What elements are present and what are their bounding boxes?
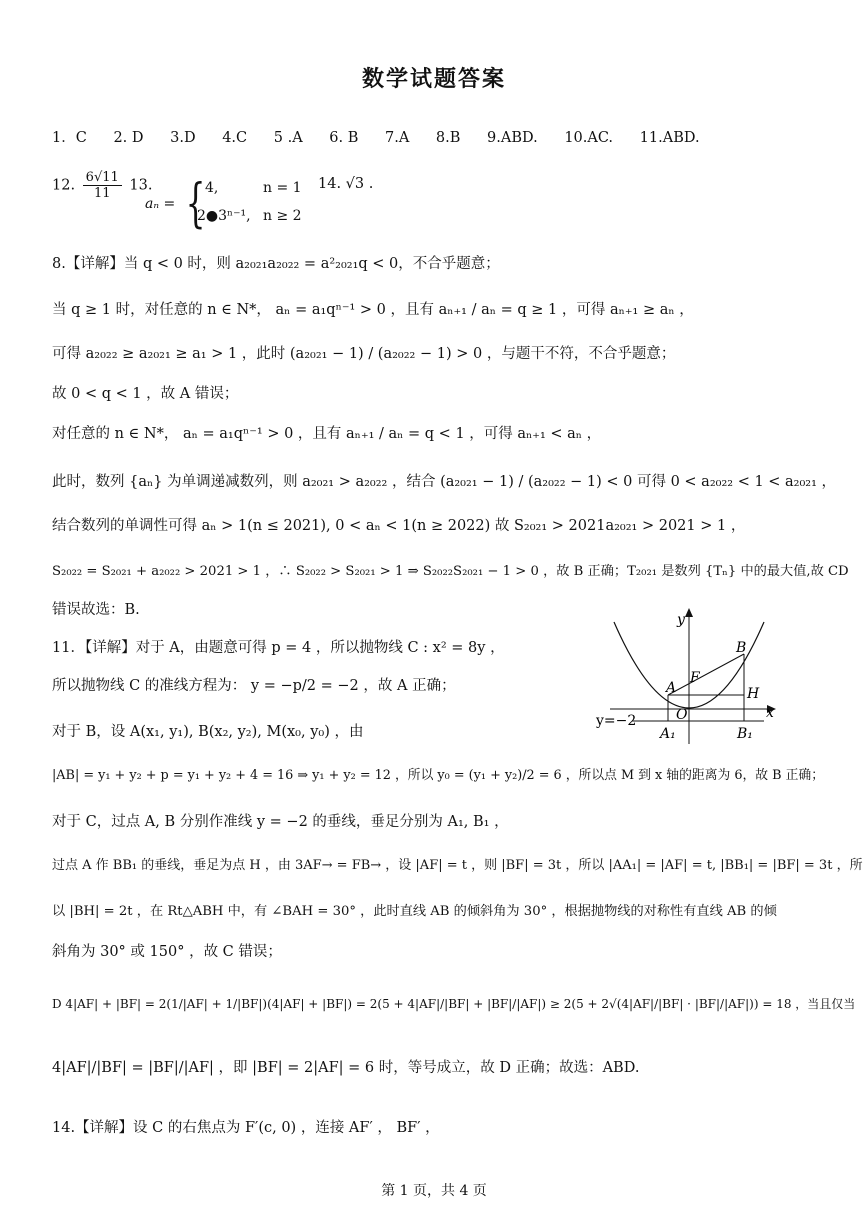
piecewise-cond-1: n = 1 (263, 180, 302, 196)
solution-line: 4|AF|/|BF| = |BF|/|AF| ，即 |BF| = 2|AF| = 6 时，等号成立，故 D 正确；故选：ABD. (52, 1060, 640, 1076)
label-a: A (666, 680, 677, 696)
solution-line: 当 q ≥ 1 时，对任意的 n ∈ N*， aₙ = a₁qⁿ⁻¹ > 0 ，且有 aₙ₊₁ / aₙ = q ≥ 1 ，可得 aₙ₊₁ ≥ aₙ ， (52, 302, 694, 318)
piecewise-cond-2: n ≥ 2 (263, 208, 302, 224)
solution-line: 以 |BH| = 2t ，在 Rt△ABH 中，有 ∠BAH = 30° ，此时直线 AB 的倾斜角为 30° ，根据抛物线的对称性有直线 AB 的倾 (52, 904, 777, 919)
solution-line: 14.【详解】设 C 的右焦点为 F′(c, 0) ，连接 AF′ ， BF′ ， (52, 1120, 440, 1136)
parabola-figure (592, 604, 782, 746)
chord-ab (668, 654, 744, 695)
solution-line: 11．【详解】对于 A，由题意可得 p = 4 ，所以抛物线 C : x² = 8y ， (52, 640, 505, 656)
solution-line: S₂₀₂₂ = S₂₀₂₁ + a₂₀₂₂ > 2021 > 1 ，∴ S₂₀₂₂ > S₂₀₂₁ > 1 ⇒ S₂₀₂₂S₂₀₂₁ − 1 > 0 ，故 B 正确；T₂₀₂₁ 是数列 {Tₙ} 中的最大值,故 CD (52, 564, 849, 579)
solution-line: 此时，数列 {aₙ} 为单调递减数列，则 a₂₀₂₁ > a₂₀₂₂ ，结合 (a₂₀₂₁ − 1) / (a₂₀₂₂ − 1) < 0 可得 0 < a₂₀₂₂ < 1 < a₂₀₂₁ ， (52, 474, 837, 490)
solution-line: 斜角为 30° 或 150° ，故 C 错误； (52, 944, 282, 960)
piecewise-case-2: 2●3ⁿ⁻¹, (197, 208, 251, 224)
answer-item: 2. D (113, 130, 144, 146)
y-axis-arrow (685, 608, 693, 617)
answer-item: 6. B (329, 130, 359, 146)
label-y: y (677, 612, 685, 628)
label-f: F (690, 670, 700, 686)
answer-item: 4.C (222, 130, 248, 146)
answer-item: 10.AC. (564, 130, 614, 146)
page-title: 数学试题答案 (361, 67, 506, 92)
solution-line: 错误故选：B. (52, 602, 140, 618)
answer-item: 8.B (435, 130, 461, 146)
fraction-numerator: 6√11 (83, 170, 122, 186)
solution-line: 对于 C，过点 A, B 分别作准线 y = −2 的垂线，垂足分别为 A₁, B₁ ， (52, 814, 509, 830)
fraction-denominator: 11 (93, 186, 111, 201)
solution-line: 对任意的 n ∈ N*， aₙ = a₁qⁿ⁻¹ > 0 ，且有 aₙ₊₁ / aₙ = q < 1 ，可得 aₙ₊₁ < aₙ ， (52, 426, 602, 442)
solution-line: 8.【详解】当 q < 0 时，则 a₂₀₂₁a₂₀₂₂ = a²₂₀₂₁q < 0，不合乎题意； (52, 256, 500, 272)
answer-item: 11.ABD. (639, 130, 700, 146)
label-x: x (766, 705, 774, 721)
answer-item: 3.D (170, 130, 196, 146)
page-footer: 第 1 页，共 4 页 (381, 1183, 487, 1199)
piecewise-lhs: aₙ = (145, 196, 176, 212)
solution-line: 过点 A 作 BB₁ 的垂线，垂足为点 H ，由 3AF→ = FB→ ，设 |AF| = t ，则 |BF| = 3t ，所以 |AA₁| = |AF| = t, |BB₁| = |BF| = 3t ，所 (52, 858, 863, 873)
answer-13-label: 13. (129, 177, 153, 194)
piecewise-case-1: 4, (205, 180, 219, 196)
answer-13-piecewise (145, 174, 315, 234)
solution-line: 结合数列的单调性可得 aₙ > 1(n ≤ 2021), 0 < aₙ < 1(n ≥ 2022) 故 S₂₀₂₁ > 2021a₂₀₂₁ > 2021 > 1 ， (52, 518, 746, 534)
left-brace: { (185, 174, 206, 234)
label-h: H (747, 686, 760, 702)
solution-line: D 4|AF| + |BF| = 2(1/|AF| + 1/|BF|)(4|AF| + |BF|) = 2(5 + 4|AF|/|BF| + |BF|/|AF|) ≥ 2(5 + 2√(4|AF|/|BF| · |BF|/|AF|)) = 18 ，当且仅当 (52, 997, 856, 1011)
answer-item: 5 .A (273, 130, 303, 146)
answer-12 (52, 170, 152, 201)
answer-row (52, 128, 700, 148)
answer-item: 1．C (52, 130, 87, 146)
answer-item: 7.A (385, 130, 410, 146)
label-directrix: y=−2 (596, 713, 637, 729)
solution-line: |AB| = y₁ + y₂ + p = y₁ + y₂ + 4 = 16 ⇒ y₁ + y₂ = 12 ，所以 y₀ = (y₁ + y₂)/2 = 6 ，所以点 M 到 x 轴的距离为 6，故 B 正确； (52, 768, 825, 783)
label-b: B (736, 640, 747, 656)
solution-line: 可得 a₂₀₂₂ ≥ a₂₀₂₁ ≥ a₁ > 1 ，此时 (a₂₀₂₁ − 1) / (a₂₀₂₂ − 1) > 0 ，与题干不符，不合乎题意； (52, 346, 676, 362)
label-a1: A₁ (660, 726, 676, 742)
answer-item: 9.ABD. (487, 130, 538, 146)
answer-12-label: 12. (52, 177, 76, 194)
solution-line: 故 0 < q < 1 ，故 A 错误； (52, 386, 239, 402)
answer-14-label: 14. (318, 176, 342, 192)
answer-14 (318, 174, 373, 194)
answer-12-fraction (83, 170, 122, 201)
label-b1: B₁ (737, 726, 753, 742)
label-o: O (676, 707, 688, 723)
solution-line: 对于 B，设 A(x₁, y₁), B(x₂, y₂), M(x₀, y₀) ，由 (52, 724, 364, 740)
solution-line: 所以抛物线 C 的准线方程为： y = −p/2 = −2 ，故 A 正确； (52, 678, 456, 694)
answer-14-value: √3 . (345, 176, 374, 192)
